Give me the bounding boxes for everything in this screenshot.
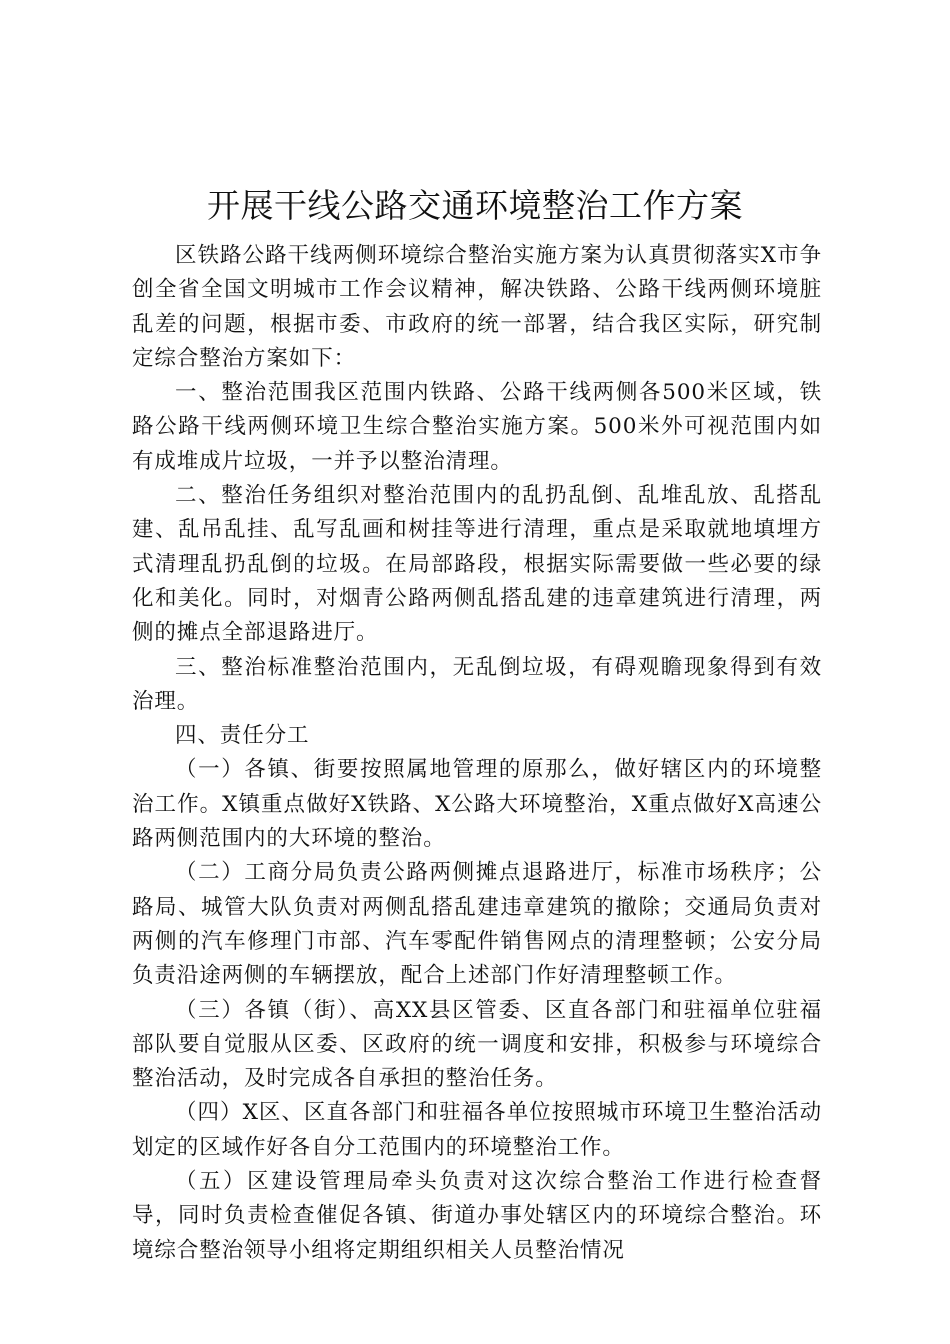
paragraph-responsibility-2: （二）工商分局负责公路两侧摊点退路进厅，标准市场秩序；公路局、城管大队负责对两侧乱搭乱建违章建筑的撤除；交通局负责对两侧的汽车修理门市部、汽车零配件销售网点的清理整顿；公安分局负责沿途两侧的车辆摆放，配合上述部门作好清理整顿工作。 <box>132 860 822 989</box>
paragraph-responsibility-4: （四）X区、区直各部门和驻福各单位按照城市环境卫生整治活动划定的区域作好各自分工范围内的环境整治工作。 <box>132 1100 822 1160</box>
paragraph-standards: 三、整治标准整治范围内，无乱倒垃圾，有碍观瞻现象得到有效治理。 <box>132 654 822 714</box>
document-body <box>132 239 822 1268</box>
paragraph-responsibility-heading: 四、责任分工 <box>175 723 310 749</box>
paragraph-scope: 一、整治范围我区范围内铁路、公路干线两侧各500米区域，铁路公路干线两侧环境卫生综合整治实施方案。500米外可视范围内如有成堆成片垃圾，一并予以整治清理。 <box>132 380 822 474</box>
document-title: 开展干线公路交通环境整治工作方案 <box>207 186 743 225</box>
paragraph-intro: 区铁路公路干线两侧环境综合整治实施方案为认真贯彻落实X市争创全省全国文明城市工作会议精神，解决铁路、公路干线两侧环境脏乱差的问题，根据市委、市政府的统一部署，结合我区实际，研究制定综合整治方案如下： <box>132 243 822 371</box>
paragraph-tasks: 二、整治任务组织对整治范围内的乱扔乱倒、乱堆乱放、乱搭乱建、乱吊乱挂、乱写乱画和树挂等进行清理，重点是采取就地填埋方式清理乱扔乱倒的垃圾。在局部路段，根据实际需要做一些必要的绿化和美化。同时，对烟青公路两侧乱搭乱建的违章建筑进行清理，两侧的摊点全部退路进厅。 <box>132 483 822 646</box>
paragraph-responsibility-5: （五）区建设管理局牵头负责对这次综合整治工作进行检查督导，同时负责检查催促各镇、街道办事处辖区内的环境综合整治。环境综合整治领导小组将定期组织相关人员整治情况 <box>132 1169 822 1263</box>
paragraph-responsibility-3: （三）各镇（街）、高XX县区管委、区直各部门和驻福单位驻福部队要自觉服从区委、区政府的统一调度和安排，积极参与环境综合整治活动，及时完成各自承担的整治任务。 <box>132 997 822 1092</box>
paragraph-responsibility-1: （一）各镇、街要按照属地管理的原那么，做好辖区内的环境整治工作。X镇重点做好X铁路、X公路大环境整治，X重点做好X高速公路两侧范围内的大环境的整治。 <box>132 757 822 852</box>
